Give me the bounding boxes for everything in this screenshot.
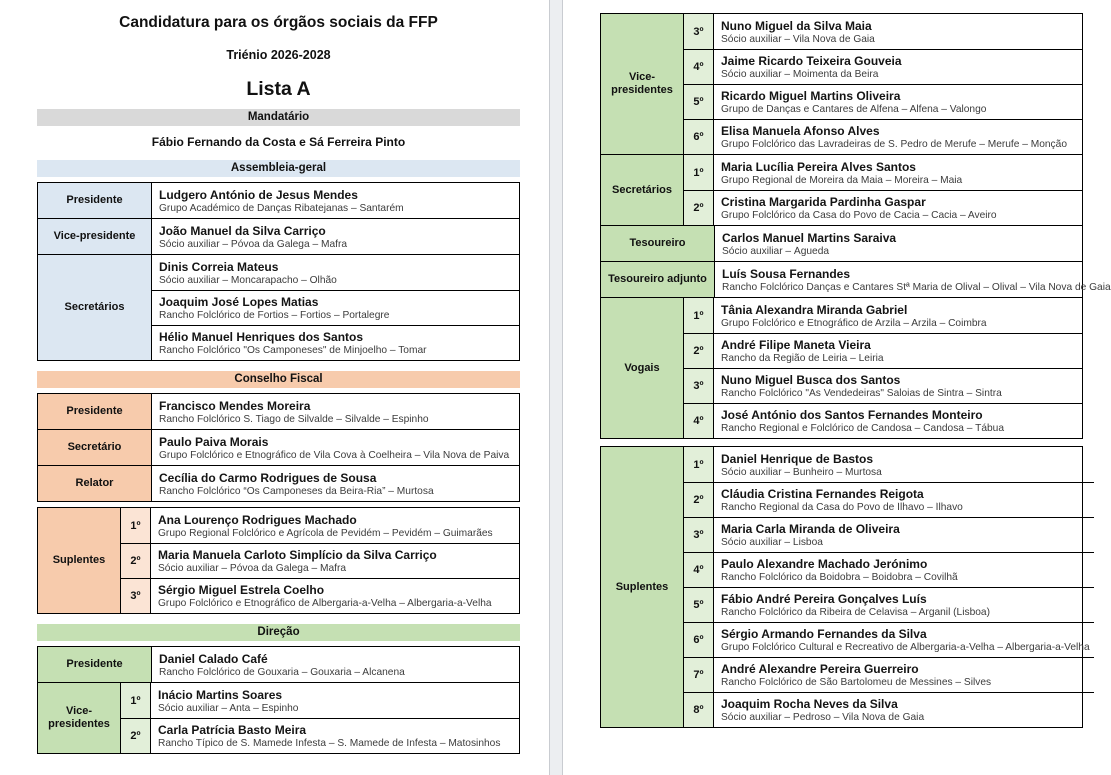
member-name: Ludgero António de Jesus Mendes (159, 187, 358, 202)
member-affiliation: Rancho Folclórico de Gouxaria – Gouxaria – Alcanena (159, 666, 405, 678)
role-label: Presidente (38, 183, 152, 218)
role-label: Presidente (38, 647, 152, 682)
member-affiliation: Sócio auxiliar – Lisboa (721, 537, 823, 548)
member-affiliation: Grupo Folclórico da Casa do Povo de Cacia – Cacia – Aveiro (721, 210, 997, 221)
right-sections (600, 13, 1111, 728)
member-number: 1º (121, 683, 151, 718)
member-name: Nuno Miguel Busca dos Santos (721, 373, 901, 387)
member-number: 4º (684, 404, 714, 438)
member-number: 5º (684, 588, 714, 622)
role-label: Relator (38, 466, 152, 501)
role-group (38, 218, 519, 254)
role-label: Tesoureiro adjunto (601, 262, 715, 297)
member-info (151, 544, 519, 578)
role-label: Vice-presidente (38, 219, 152, 254)
member-affiliation: Grupo de Danças e Cantares de Alfena – Alfena – Valongo (721, 104, 987, 115)
member-affiliation: Rancho Folclórico de Fortios – Fortios – Portalegre (159, 310, 390, 321)
member-number: 1º (684, 298, 714, 333)
member-name: Ana Lourenço Rodrigues Machado (158, 512, 357, 527)
member-list (684, 14, 1082, 154)
role-group (601, 297, 1082, 438)
member-name: Cláudia Cristina Fernandes Reigota (721, 487, 924, 501)
member-affiliation: Sócio auxiliar – Moncarapacho – Olhão (159, 274, 337, 286)
member-info (714, 298, 1082, 333)
member-list (715, 226, 1082, 261)
member-name: Sérgio Armando Fernandes da Silva (721, 627, 927, 641)
member-row (715, 226, 1082, 261)
section-band: Conselho Fiscal (37, 371, 520, 388)
member-name: José António dos Santos Fernandes Monteiro (721, 408, 983, 422)
member-name: Paulo Paiva Morais (159, 434, 269, 449)
member-info (152, 291, 519, 325)
member-row (152, 430, 519, 465)
document-title: Candidatura para os órgãos sociais da FFP (119, 14, 438, 31)
member-affiliation: Rancho Folclórico "Os Camponeses" de Minjoelho – Tomar (159, 345, 427, 356)
member-row (152, 647, 519, 682)
member-number: 1º (121, 508, 151, 543)
member-name: Ricardo Miguel Martins Oliveira (721, 89, 901, 103)
member-number: 3º (684, 369, 714, 403)
member-info (152, 183, 519, 218)
member-row (121, 718, 519, 753)
role-group (601, 14, 1082, 154)
member-name: Hélio Manuel Henriques dos Santos (159, 330, 364, 344)
member-row (684, 517, 1094, 552)
member-affiliation: Grupo Folclórico das Lavradeiras de S. Pedro de Merufe – Merufe – Monção (721, 139, 1067, 150)
member-number: 3º (684, 518, 714, 552)
member-row (121, 543, 519, 578)
member-name: Carla Patrícia Basto Meira (158, 723, 307, 737)
member-info (714, 447, 1094, 482)
member-info (151, 683, 519, 718)
member-row (684, 657, 1094, 692)
member-number: 2º (684, 334, 714, 368)
member-name: Jaime Ricardo Teixeira Gouveia (721, 54, 902, 68)
role-label: Secretários (601, 155, 684, 225)
member-name: Tânia Alexandra Miranda Gabriel (721, 302, 908, 317)
member-name: Daniel Henrique de Bastos (721, 451, 874, 466)
member-number: 6º (684, 120, 714, 154)
member-info (152, 466, 519, 501)
member-affiliation: Grupo Folclórico e Etnográfico de Arzila – Arzila – Coimbra (721, 317, 987, 329)
member-list (684, 155, 1082, 225)
page-divider (549, 0, 563, 775)
member-name: Sérgio Miguel Estrela Coelho (158, 583, 325, 597)
member-number: 2º (121, 544, 151, 578)
member-row (684, 403, 1082, 438)
member-info (714, 50, 1082, 84)
member-info (151, 719, 519, 753)
member-info (152, 255, 519, 290)
role-group (38, 183, 519, 218)
member-affiliation: Sócio auxiliar – Pedroso – Vila Nova de Gaia (721, 712, 925, 723)
member-row (684, 49, 1082, 84)
member-name: Inácio Martins Soares (158, 687, 283, 702)
member-row (152, 325, 519, 360)
roster-table (37, 646, 520, 754)
member-list (121, 508, 519, 613)
role-label: Secretários (38, 255, 152, 360)
member-affiliation: Rancho Folclórico da Ribeira de Celavisa – Arganil (Lisboa) (721, 607, 990, 618)
role-group (38, 508, 519, 613)
member-row (684, 552, 1094, 587)
member-info (714, 85, 1082, 119)
member-affiliation: Sócio auxiliar – Póvoa da Galega – Mafra (159, 238, 348, 250)
member-info (152, 394, 519, 429)
member-row (684, 333, 1082, 368)
member-info (152, 219, 519, 254)
member-name: André Filipe Maneta Vieira (721, 338, 871, 352)
member-info (152, 430, 519, 465)
member-list (715, 262, 1111, 297)
member-affiliation: Rancho Folclórico "As Vendedeiras" Saloias de Sintra – Sintra (721, 388, 1002, 399)
member-affiliation: Rancho Folclórico da Boidobra – Boidobra – Covilhã (721, 572, 958, 583)
member-number: 4º (684, 553, 714, 587)
member-row (152, 255, 519, 290)
member-row (684, 692, 1094, 727)
role-group (38, 254, 519, 360)
member-list (152, 219, 519, 254)
role-group (601, 261, 1111, 297)
member-list (152, 255, 519, 360)
member-affiliation: Grupo Folclórico Cultural e Recreativo de Albergaria-a-Velha – Albergaria-a-Velha (721, 642, 1090, 653)
role-group (38, 682, 519, 753)
member-info (714, 404, 1082, 438)
member-row (684, 84, 1082, 119)
member-affiliation: Rancho da Região de Leiria – Leiria (721, 353, 884, 364)
member-row (152, 219, 519, 254)
member-affiliation: Rancho Regional da Casa do Povo de Ílhavo – Ílhavo (721, 502, 963, 513)
member-info (714, 334, 1082, 368)
role-label: Suplentes (38, 508, 121, 613)
member-name: Maria Lucília Pereira Alves Santos (721, 159, 916, 174)
section-band-mandatario: Mandatário (37, 109, 520, 126)
member-affiliation: Grupo Regional Folclórico e Agrícola de Pevidém – Pevidém – Guimarães (158, 527, 493, 539)
role-group (601, 154, 1082, 225)
member-name: Joaquim Rocha Neves da Silva (721, 697, 898, 711)
member-affiliation: Sócio auxiliar – Águeda (722, 245, 830, 257)
member-affiliation: Sócio auxiliar – Bunheiro – Murtosa (721, 466, 882, 478)
member-affiliation: Rancho Folclórico S. Tiago de Silvalde – Silvalde – Espinho (159, 413, 429, 425)
member-name: Dinis Correia Mateus (159, 259, 279, 274)
member-row (684, 119, 1082, 154)
left-sections (37, 160, 520, 754)
member-number: 8º (684, 693, 714, 727)
member-info (714, 693, 1094, 727)
document-subtitle: Triénio 2026-2028 (226, 48, 331, 62)
member-number: 2º (684, 483, 714, 517)
member-list (152, 466, 519, 501)
member-affiliation: Grupo Regional de Moreira da Maia – Moreira – Maia (721, 174, 963, 186)
member-list (152, 394, 519, 429)
member-name: Fábio André Pereira Gonçalves Luís (721, 592, 927, 606)
member-name: Cecília do Carmo Rodrigues de Sousa (159, 470, 377, 485)
member-name: João Manuel da Silva Carriço (159, 223, 326, 238)
role-group (601, 447, 1090, 727)
member-row (684, 622, 1094, 657)
member-name: Daniel Calado Café (159, 651, 268, 666)
role-label: Presidente (38, 394, 152, 429)
member-affiliation: Grupo Folclórico e Etnográfico de Albergaria-a-Velha – Albergaria-a-Velha (158, 598, 492, 609)
member-info (714, 658, 1094, 692)
member-list (684, 447, 1094, 727)
member-affiliation: Rancho Regional e Folclórico de Candosa – Candosa – Tábua (721, 423, 1004, 434)
member-info (715, 226, 1082, 261)
member-name: Maria Manuela Carloto Simplício da Silva Carriço (158, 548, 437, 562)
roster-table (37, 393, 520, 502)
member-affiliation: Sócio auxiliar – Vila Nova de Gaia (721, 33, 875, 45)
member-row (152, 394, 519, 429)
member-info (152, 647, 519, 682)
role-label: Vice-presidentes (601, 14, 684, 154)
member-name: Nuno Miguel da Silva Maia (721, 18, 872, 33)
member-number: 3º (684, 14, 714, 49)
member-name: Cristina Margarida Pardinha Gaspar (721, 195, 926, 209)
member-row (684, 155, 1082, 190)
member-affiliation: Sócio auxiliar – Moimenta da Beira (721, 69, 879, 80)
roster-table (37, 182, 520, 361)
member-list (152, 430, 519, 465)
roster-table (600, 446, 1090, 728)
role-group (38, 429, 519, 465)
member-number: 5º (684, 85, 714, 119)
mandatario-name: Fábio Fernando da Costa e Sá Ferreira Pinto (151, 135, 406, 149)
member-name: Elisa Manuela Afonso Alves (721, 124, 880, 138)
role-group (38, 394, 519, 429)
member-info (714, 623, 1094, 657)
member-list (152, 183, 519, 218)
role-group (601, 225, 1082, 261)
role-group (38, 647, 519, 682)
member-name: André Alexandre Pereira Guerreiro (721, 662, 919, 676)
member-affiliation: Grupo Folclórico e Etnográfico de Vila Cova à Coelheira – Vila Nova de Paiva (159, 449, 510, 461)
member-affiliation: Sócio auxiliar – Póvoa da Galega – Mafra (158, 563, 347, 574)
member-row (121, 683, 519, 718)
member-info (715, 262, 1111, 297)
member-row (715, 262, 1111, 297)
member-list (684, 298, 1082, 438)
member-info (152, 326, 519, 360)
member-number: 1º (684, 447, 714, 482)
member-name: Maria Carla Miranda de Oliveira (721, 522, 900, 536)
member-number: 2º (121, 719, 151, 753)
member-info (714, 120, 1082, 154)
roster-table (600, 13, 1111, 439)
member-info (714, 155, 1082, 190)
member-row (152, 290, 519, 325)
member-name: Carlos Manuel Martins Saraiva (722, 230, 897, 245)
section-band: Assembleia-geral (37, 160, 520, 177)
section-band: Direção (37, 624, 520, 641)
member-affiliation: Grupo Académico de Danças Ribatejanas – Santarém (159, 202, 404, 214)
role-group (38, 465, 519, 501)
member-info (714, 553, 1094, 587)
member-info (714, 191, 1082, 225)
member-affiliation: Rancho Folclórico de São Bartolomeu de Messines – Silves (721, 677, 992, 688)
role-label: Vice-presidentes (38, 683, 121, 753)
member-row (684, 190, 1082, 225)
member-row (121, 578, 519, 613)
member-info (151, 508, 519, 543)
list-title: Lista A (246, 78, 311, 100)
page-2 (563, 0, 1111, 775)
member-list (152, 647, 519, 682)
role-label: Vogais (601, 298, 684, 438)
member-info (714, 369, 1082, 403)
member-affiliation: Rancho Típico de S. Mamede Infesta – S. Mamede de Infesta – Matosinhos (158, 738, 501, 749)
member-row (684, 14, 1082, 49)
member-number: 6º (684, 623, 714, 657)
member-number: 3º (121, 579, 151, 613)
member-row (152, 466, 519, 501)
member-list (121, 683, 519, 753)
member-name: Paulo Alexandre Machado Jerónimo (721, 557, 928, 571)
member-row (121, 508, 519, 543)
role-label: Secretário (38, 430, 152, 465)
member-info (714, 14, 1082, 49)
member-name: Francisco Mendes Moreira (159, 398, 311, 413)
member-name: Joaquim José Lopes Matias (159, 295, 319, 309)
role-label: Tesoureiro (601, 226, 715, 261)
member-affiliation: Rancho Folclórico Danças e Cantares Stª Maria de Olival – Olival – Vila Nova de Gaia (722, 281, 1111, 293)
member-row (684, 298, 1082, 333)
member-number: 1º (684, 155, 714, 190)
member-info (714, 483, 1094, 517)
member-row (684, 447, 1094, 482)
member-name: Luís Sousa Fernandes (722, 266, 851, 281)
member-number: 4º (684, 50, 714, 84)
member-number: 2º (684, 191, 714, 225)
member-info (151, 579, 519, 613)
member-info (714, 588, 1094, 622)
role-label: Suplentes (601, 447, 684, 727)
roster-table (37, 507, 520, 614)
member-row (684, 587, 1094, 622)
member-affiliation: Sócio auxiliar – Anta – Espinho (158, 702, 299, 714)
member-row (152, 183, 519, 218)
member-affiliation: Rancho Folclórico “Os Camponeses da Beira-Ria” – Murtosa (159, 485, 434, 497)
member-row (684, 482, 1094, 517)
member-info (714, 518, 1094, 552)
member-number: 7º (684, 658, 714, 692)
member-row (684, 368, 1082, 403)
page-1 (0, 0, 549, 775)
